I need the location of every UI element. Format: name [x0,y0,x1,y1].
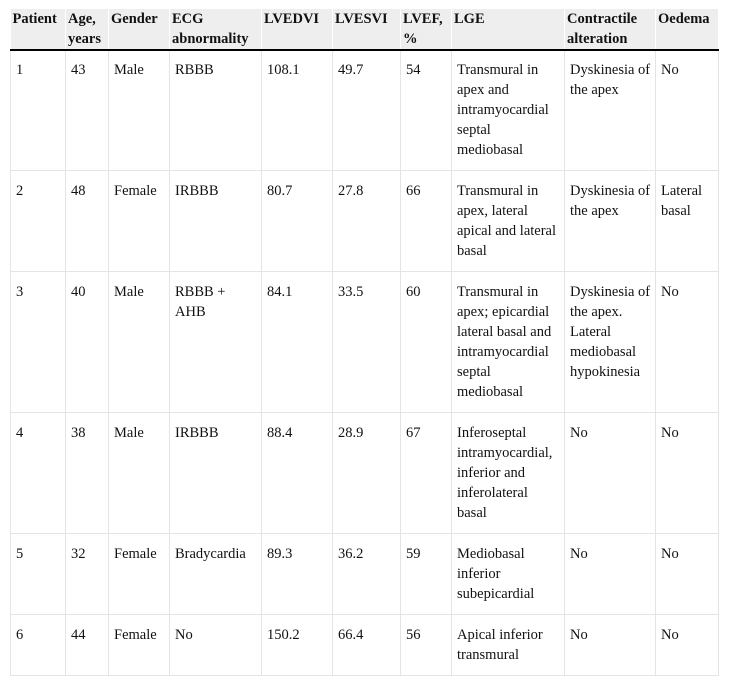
cell-gender: Male [109,272,170,413]
table-header-row [11,9,719,50]
cell-ecg: IRBBB [170,171,262,272]
header-gender: Gender [109,9,170,50]
header-lvedvi: LVEDVI [262,9,333,50]
cell-lge: Apical inferior transmural [452,615,565,676]
cell-gender: Female [109,615,170,676]
cell-contractile: No [565,413,656,534]
header-lvef: LVEF, % [401,9,452,50]
table-row [11,615,719,676]
cell-lvedvi: 80.7 [262,171,333,272]
cell-lge: Mediobasal inferior subepicardial [452,534,565,615]
cell-patient: 4 [11,413,66,534]
cell-lvesvi: 27.8 [333,171,401,272]
cell-ecg: RBBB + AHB [170,272,262,413]
cell-lvesvi: 36.2 [333,534,401,615]
cell-oedema: No [656,413,719,534]
cell-contractile: Dyskinesia of the apex. Lateral mediobasal hypokinesia [565,272,656,413]
cell-age: 48 [66,171,109,272]
table-container [10,9,718,663]
cell-age: 40 [66,272,109,413]
cell-oedema: No [656,534,719,615]
header-age: Age, years [66,9,109,50]
cell-ecg: Bradycardia [170,534,262,615]
cell-age: 43 [66,50,109,171]
cell-lvef: 54 [401,50,452,171]
cell-lvedvi: 89.3 [262,534,333,615]
cell-ecg: RBBB [170,50,262,171]
cell-lvedvi: 150.2 [262,615,333,676]
cell-patient: 5 [11,534,66,615]
table-row [11,272,719,413]
cell-lvedvi: 84.1 [262,272,333,413]
cell-age: 44 [66,615,109,676]
header-lvesvi: LVESVI [333,9,401,50]
cell-gender: Female [109,171,170,272]
cell-age: 32 [66,534,109,615]
cell-ecg: IRBBB [170,413,262,534]
cell-age: 38 [66,413,109,534]
cell-lvef: 67 [401,413,452,534]
cell-gender: Female [109,534,170,615]
table-row [11,534,719,615]
cell-patient: 3 [11,272,66,413]
cell-lvef: 56 [401,615,452,676]
cell-oedema: Lateral basal [656,171,719,272]
header-oedema: Oedema [656,9,719,50]
cell-oedema: No [656,272,719,413]
cell-oedema: No [656,50,719,171]
cell-patient: 2 [11,171,66,272]
cell-lvesvi: 49.7 [333,50,401,171]
cell-lvesvi: 28.9 [333,413,401,534]
table-row [11,171,719,272]
header-patient: Patient [11,9,66,50]
cell-patient: 1 [11,50,66,171]
cell-lge: Transmural in apex; epicardial lateral basal and intramyocardial septal mediobasal [452,272,565,413]
header-contractile-alteration: Contractile alteration [565,9,656,50]
cell-lvedvi: 108.1 [262,50,333,171]
table-row [11,413,719,534]
cell-lge: Transmural in apex, lateral apical and lateral basal [452,171,565,272]
cell-contractile: Dyskinesia of the apex [565,171,656,272]
header-ecg-abnormality: ECG abnormality [170,9,262,50]
cell-gender: Male [109,50,170,171]
cell-lvesvi: 33.5 [333,272,401,413]
cell-lvedvi: 88.4 [262,413,333,534]
cell-lvef: 60 [401,272,452,413]
cell-oedema: No [656,615,719,676]
cell-lvef: 59 [401,534,452,615]
cell-contractile: Dyskinesia of the apex [565,50,656,171]
cell-patient: 6 [11,615,66,676]
cell-gender: Male [109,413,170,534]
patient-data-table [10,9,719,676]
cell-lvesvi: 66.4 [333,615,401,676]
cell-contractile: No [565,534,656,615]
cell-lge: Transmural in apex and intramyocardial septal mediobasal [452,50,565,171]
cell-lge: Inferoseptal intramyocardial, inferior and inferolateral basal [452,413,565,534]
cell-contractile: No [565,615,656,676]
header-lge: LGE [452,9,565,50]
table-row [11,50,719,171]
cell-ecg: No [170,615,262,676]
cell-lvef: 66 [401,171,452,272]
